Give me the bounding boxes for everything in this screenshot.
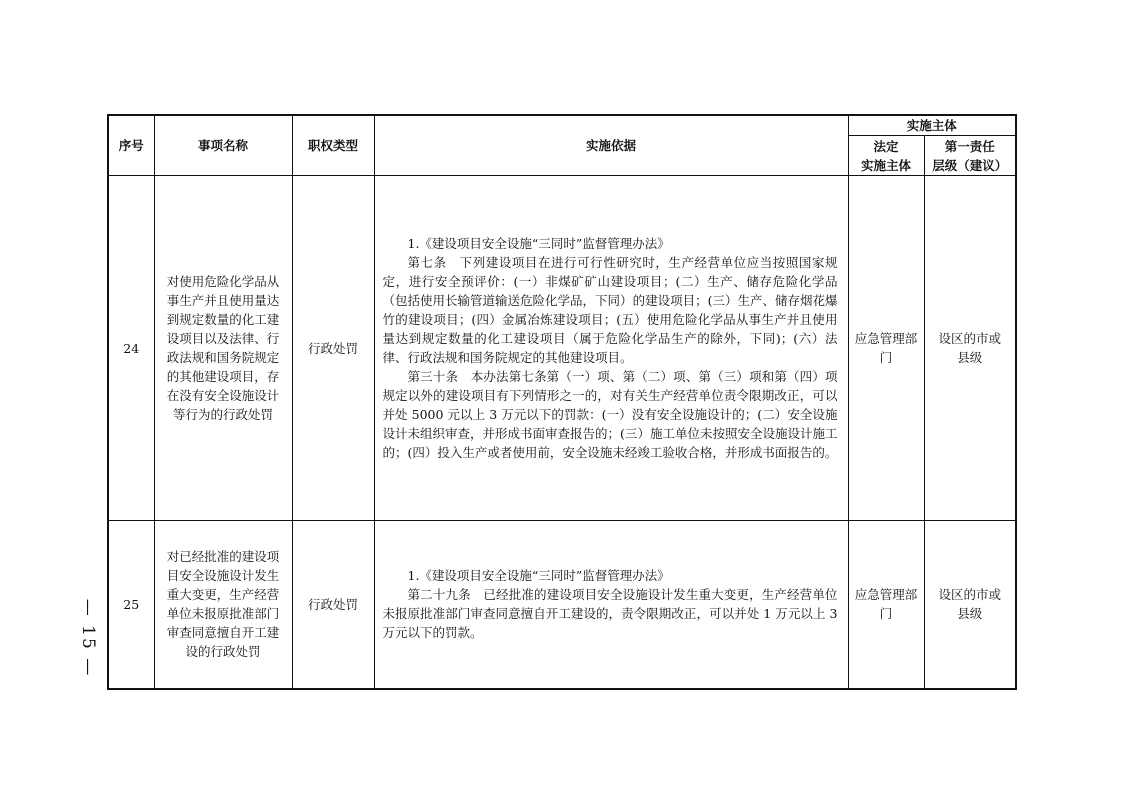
header-no: 序号 <box>108 115 154 176</box>
row-name: 对使用危险化学品从事生产并且使用量达到规定数量的化工建设项目以及法律、行政法规和国务院规定的其他建设项目，存在没有安全设施设计等行为的行政处罚 <box>154 176 292 521</box>
header-first-level <box>924 136 1016 176</box>
row-type: 行政处罚 <box>292 521 374 689</box>
basis-paragraph: 第二十九条 已经批准的建设项目安全设施设计发生重大变更，生产经营单位未报原批准部门审查同意擅自开工建设的，责令限期改正，可以并处 1 万元以上 3 万元以下的罚款。 <box>382 587 838 641</box>
basis-paragraph: 1.《建设项目安全设施“三同时”监督管理办法》 <box>407 568 670 584</box>
basis-paragraph: 第三十条 本办法第七条第（一）项、第（二）项、第（三）项和第（四）项规定以外的建设项目有下列情形之一的，对有关生产经营单位责令限期改正，可以并处 5000 元以上 3 万元以下的罚款：(一）没有安全设施设计的；(二）安全设施设计未组织审查，并形成书面审查报告的；(三）施工单位未按照安全设施设计施工的；(四）投入生产或者使用前，安全设施未经竣工验收合格，并形成书面报告的。 <box>382 369 838 460</box>
row-no: 25 <box>108 521 154 689</box>
header-legal-subject-line1: 法定 <box>873 138 899 154</box>
authority-list-table <box>107 114 1017 690</box>
basis-paragraph: 第七条 下列建设项目在进行可行性研究时，生产经营单位应当按照国家规定，进行安全预评价：(一）非煤矿矿山建设项目；(二）生产、储存危险化学品（包括使用长输管道输送危险化学品，下同）的建设项目；(三）生产、储存烟花爆竹的建设项目；(四）金属冶炼建设项目；(五）使用危险化学品从事生产并且使用量达到规定数量的化工建设项目（属于危险化学品生产的除外，下同)；(六）法律、行政法规和国务院规定的其他建设项目。 <box>382 255 838 365</box>
table-row <box>108 176 1016 521</box>
row-basis <box>374 176 848 521</box>
header-first-level-line2: 层级（建议） <box>932 157 1008 173</box>
row-basis <box>374 521 848 689</box>
row-type: 行政处罚 <box>292 176 374 521</box>
basis-paragraph: 1.《建设项目安全设施“三同时”监督管理办法》 <box>407 236 670 251</box>
header-legal-subject-line2: 实施主体 <box>860 157 911 173</box>
header-row-top <box>108 115 1016 136</box>
row-first-level: 设区的市或县级 <box>924 521 1016 689</box>
row-first-level: 设区的市或县级 <box>924 176 1016 521</box>
row-no: 24 <box>108 176 154 521</box>
row-legal-subject: 应急管理部门 <box>848 176 924 521</box>
header-legal-subject <box>848 136 924 176</box>
header-name: 事项名称 <box>154 115 292 176</box>
header-type: 职权类型 <box>292 115 374 176</box>
header-subject: 实施主体 <box>848 115 1016 136</box>
header-first-level-line1: 第一责任 <box>944 138 995 154</box>
header-basis: 实施依据 <box>374 115 848 176</box>
row-name: 对已经批准的建设项目安全设施设计发生重大变更，生产经营单位未报原批准部门审查同意擅自开工建设的行政处罚 <box>154 521 292 689</box>
page-number: — 15 — <box>78 598 99 677</box>
table-row <box>108 521 1016 689</box>
row-legal-subject: 应急管理部门 <box>848 521 924 689</box>
